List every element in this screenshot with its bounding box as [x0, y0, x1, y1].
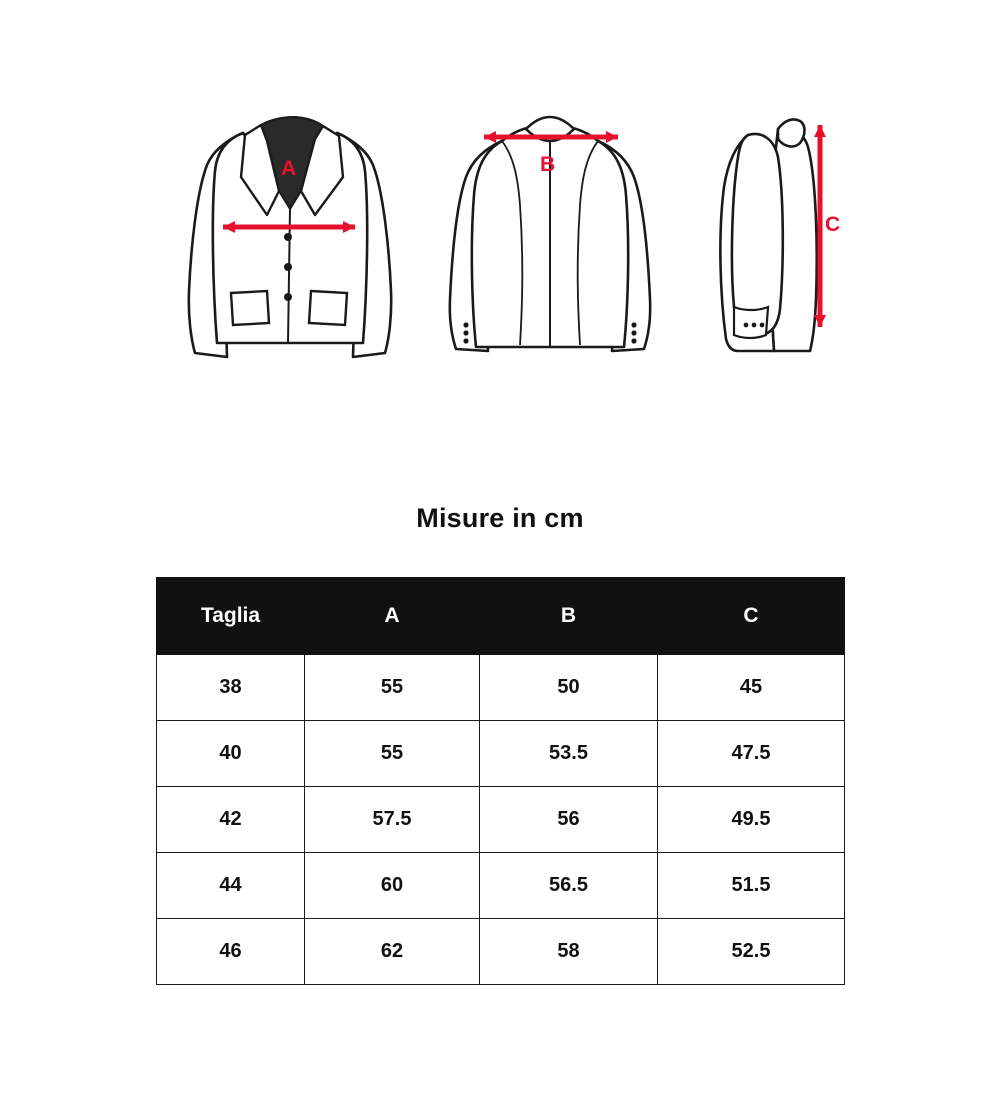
cell-size: 46 [157, 919, 305, 985]
size-table-body [157, 655, 845, 985]
column-header-taglia: Taglia [157, 578, 305, 655]
table-row [157, 919, 845, 985]
cell-c: 47.5 [658, 721, 845, 787]
illustration-row [0, 95, 1000, 395]
jacket-front-icon [175, 95, 405, 385]
table-row [157, 853, 845, 919]
table-row [157, 787, 845, 853]
cell-b: 56.5 [480, 853, 658, 919]
column-header-a: A [305, 578, 480, 655]
cell-b: 53.5 [480, 721, 658, 787]
table-row [157, 655, 845, 721]
cell-c: 52.5 [658, 919, 845, 985]
cell-c: 51.5 [658, 853, 845, 919]
cell-c: 49.5 [658, 787, 845, 853]
cell-b: 58 [480, 919, 658, 985]
jacket-front-view [175, 95, 405, 390]
jacket-back-icon [440, 95, 660, 385]
marker-c-label: C [825, 213, 841, 236]
size-table-wrapper [156, 577, 844, 985]
cell-a: 55 [305, 655, 480, 721]
cell-size: 42 [157, 787, 305, 853]
jacket-side-view [700, 95, 860, 390]
table-header-row [157, 578, 845, 655]
cell-c: 45 [658, 655, 845, 721]
cell-a: 62 [305, 919, 480, 985]
measurement-unit-caption: Misure in cm [416, 503, 584, 533]
cell-a: 60 [305, 853, 480, 919]
cell-size: 38 [157, 655, 305, 721]
size-table-head [157, 578, 845, 655]
cell-size: 40 [157, 721, 305, 787]
marker-b-label: B [540, 153, 556, 176]
marker-a-label: A [281, 157, 297, 180]
table-row [157, 721, 845, 787]
size-chart-page [0, 95, 1000, 1095]
jacket-side-icon [700, 95, 860, 385]
cell-a: 57.5 [305, 787, 480, 853]
cell-b: 50 [480, 655, 658, 721]
size-table [156, 577, 845, 985]
cell-b: 56 [480, 787, 658, 853]
cell-size: 44 [157, 853, 305, 919]
jacket-back-view [440, 95, 660, 390]
column-header-c: C [658, 578, 845, 655]
column-header-b: B [480, 578, 658, 655]
cell-a: 55 [305, 721, 480, 787]
